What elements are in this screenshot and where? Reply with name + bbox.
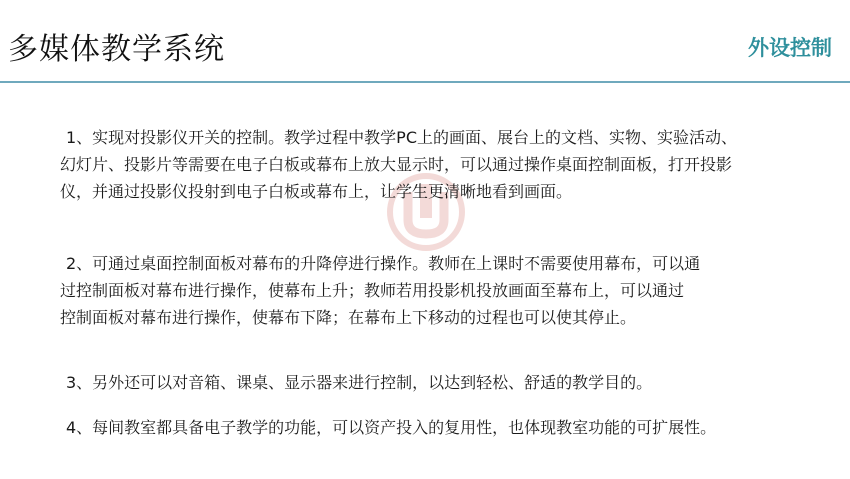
paragraph-line: 2、可通过桌面控制面板对幕布的升降停进行操作。教师在上课时不需要使用幕布，可以通 [66,254,701,273]
page-title: 多媒体教学系统 [8,32,225,67]
paragraph-line: 4、每间教室都具备电子教学的功能，可以资产投入的复用性，也体现教室功能的可扩展性。 [66,418,717,437]
paragraph-line: 过控制面板对幕布进行操作，使幕布上升；教师若用投影机投放画面至幕布上，可以通过 [60,281,685,300]
paragraph-line: 控制面板对幕布进行操作，使幕布下降；在幕布上下移动的过程也可以使其停止。 [60,308,637,327]
section-label: 外设控制 [748,36,832,60]
paragraph-4 [66,414,716,441]
paragraph-3 [66,369,652,396]
paragraph-1 [60,124,738,205]
paragraph-line: 1、实现对投影仪开关的控制。教学过程中教学PC上的画面、展台上的文档、实物、实验活动、 [66,128,738,147]
paragraph-line: 3、另外还可以对音箱、课桌、显示器来进行控制，以达到轻松、舒适的教学目的。 [66,373,653,392]
paragraph-line: 幻灯片、投影片等需要在电子白板或幕布上放大显示时，可以通过操作桌面控制面板，打开投影 [60,155,733,174]
paragraph-2 [60,250,701,331]
paragraph-line: 仪，并通过投影仪投射到电子白板或幕布上，让学生更清晰地看到画面。 [60,182,573,201]
